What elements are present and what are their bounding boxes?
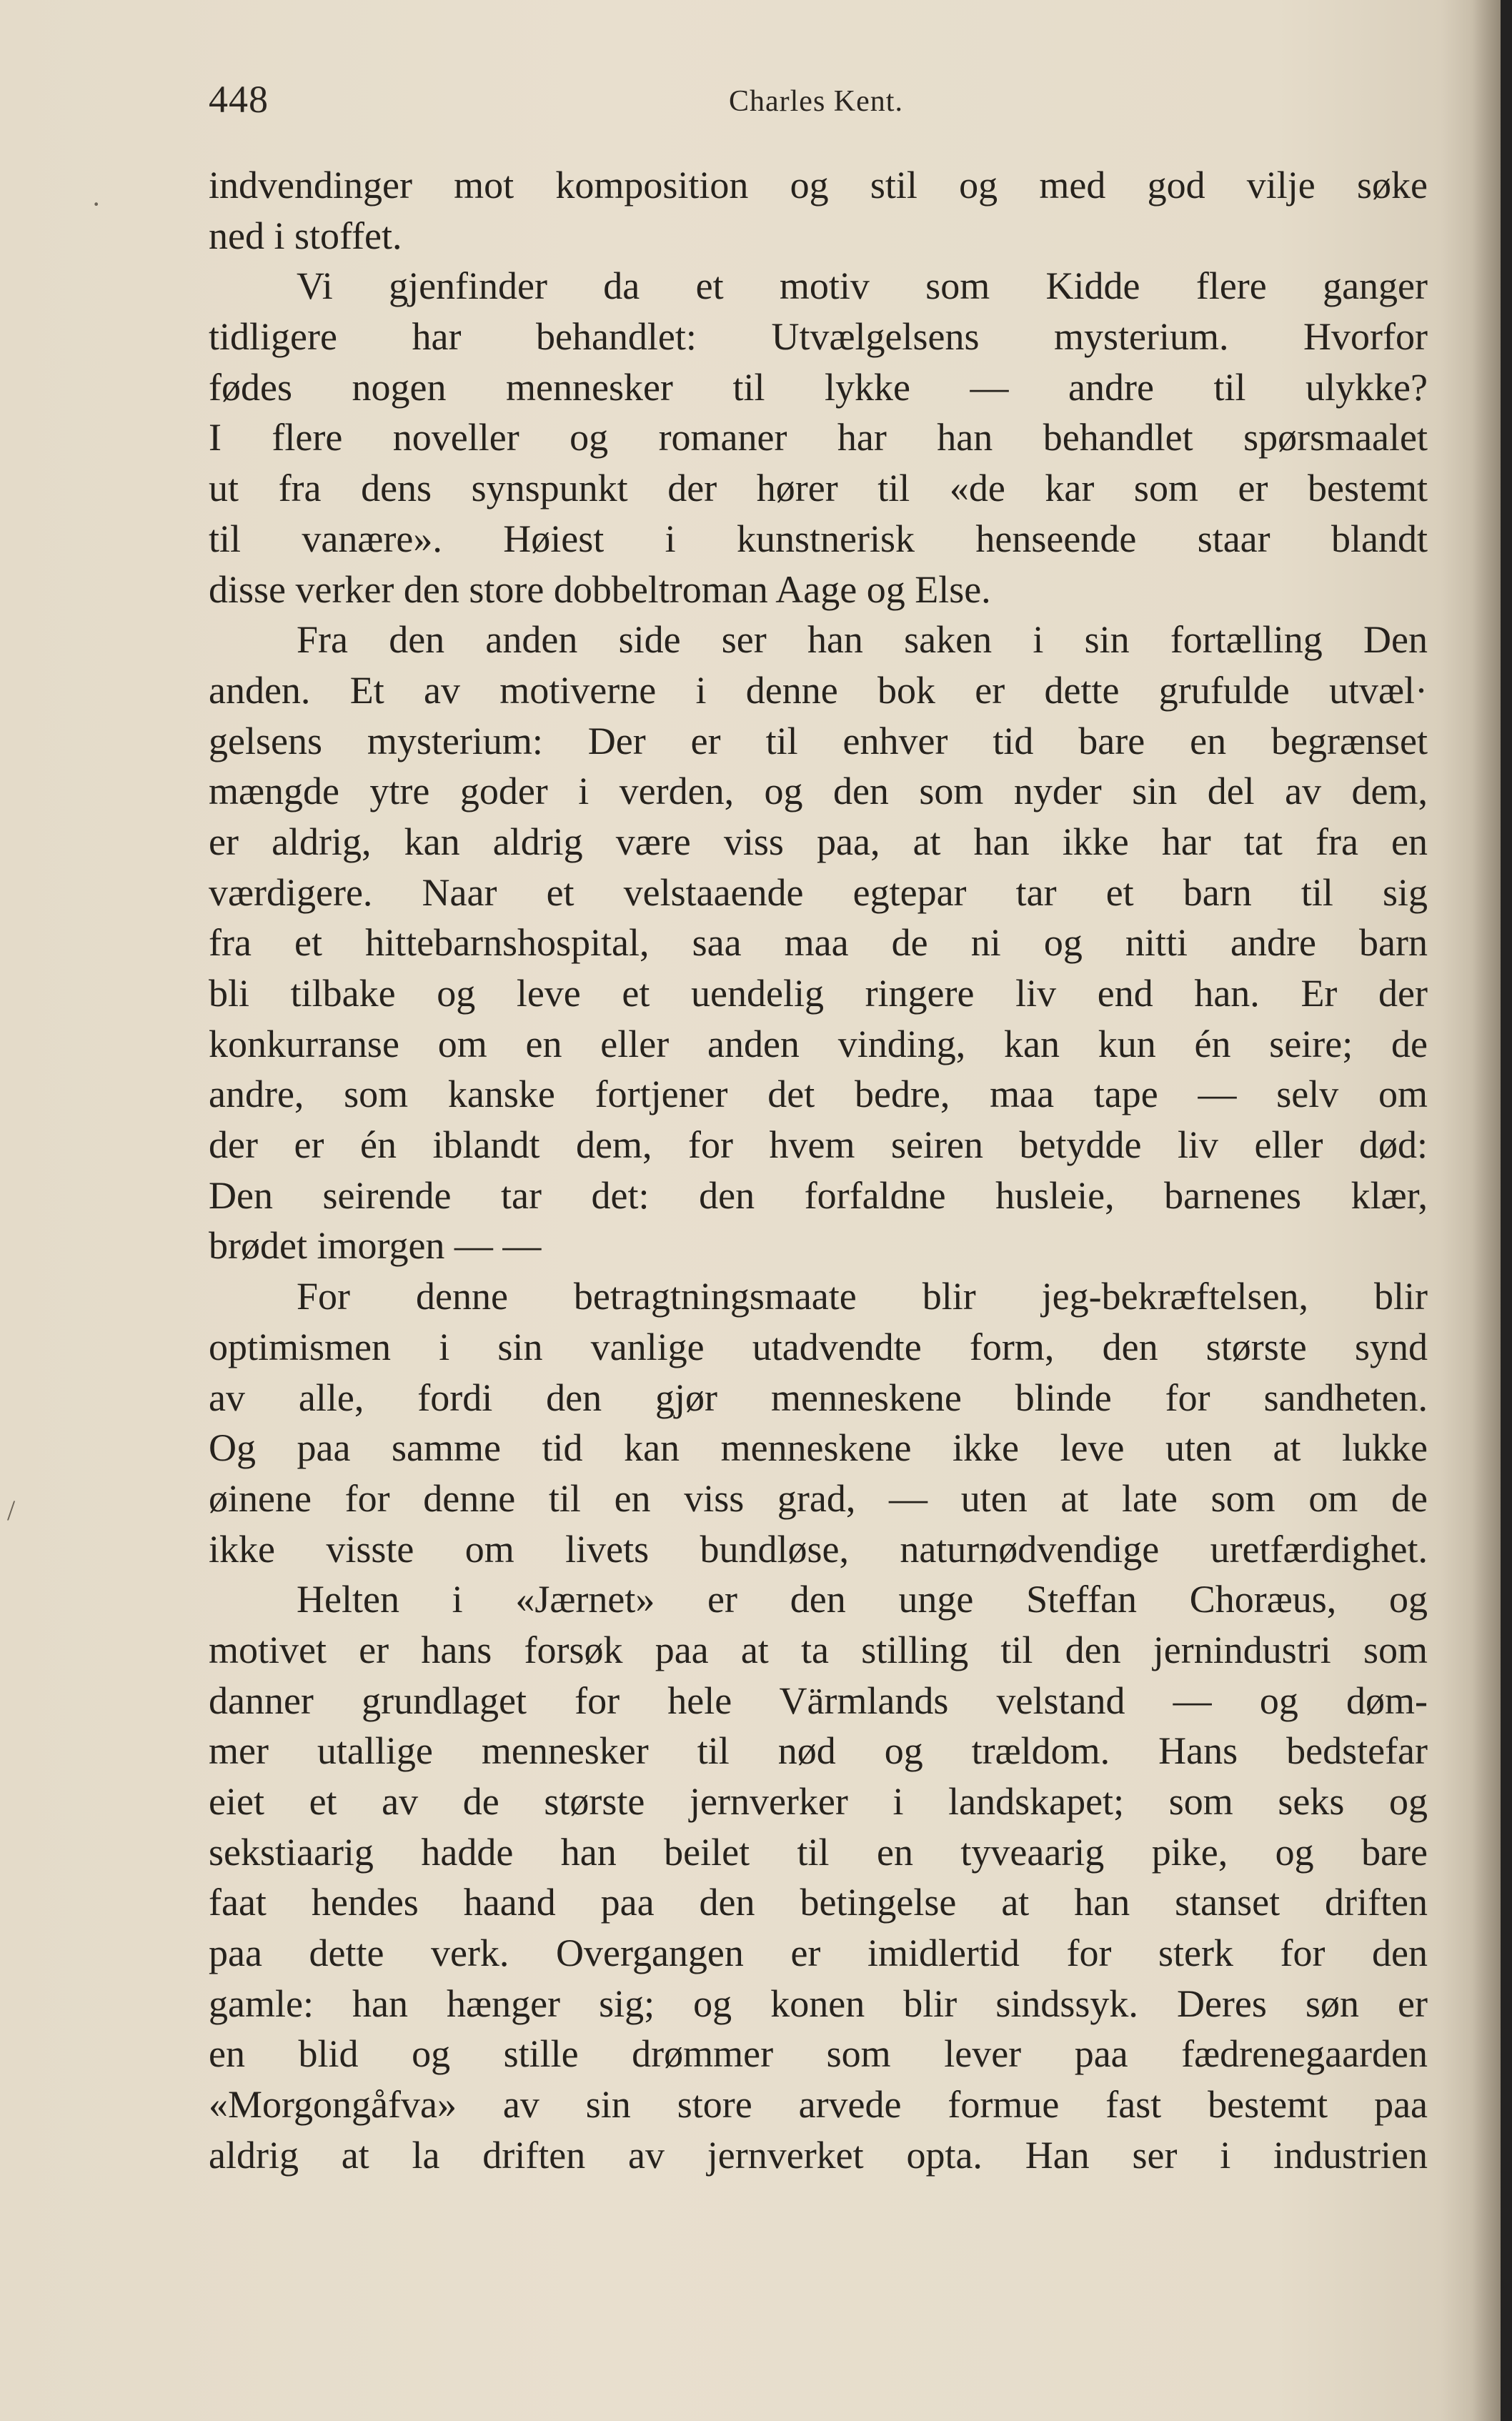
text-line: Den seirende tar det: den forfaldne husleie, barnenes klær, xyxy=(209,1173,1428,1217)
text-line: paa dette verk. Overgangen er imidlertid for sterk for den xyxy=(209,1932,1428,1975)
text-line: der er én iblandt dem, for hvem seiren betydde liv eller død: xyxy=(209,1123,1428,1167)
text-line: av alle, fordi den gjør menneskene blinde for sandheten. xyxy=(209,1376,1428,1419)
text-line: eiet et av de største jernverker i landskapet; som seks og xyxy=(209,1780,1428,1823)
text-line: andre, som kanske fortjener det bedre, maa tape — selv om xyxy=(209,1073,1428,1116)
text-line: indvendinger mot komposition og stil og med god vilje søke xyxy=(209,164,1428,207)
text-line: fra et hittebarnshospital, saa maa de ni og nitti andre barn xyxy=(209,921,1428,965)
margin-pencil-mark: / xyxy=(7,1494,16,1526)
text-line: brødet imorgen — — xyxy=(209,1224,542,1268)
text-line: disse verker den store dobbeltroman Aage og Else. xyxy=(209,567,991,611)
text-line: anden. Et av motiverne i denne bok er dette grufulde utvæl· xyxy=(209,668,1428,712)
text-line: danner grundlaget for hele Värmlands velstand — og døm- xyxy=(209,1679,1428,1722)
paragraph-start-line: For denne betragtningsmaate blir jeg-bekræftelsen, blir xyxy=(297,1275,1428,1318)
text-line: værdigere. Naar et velstaaende egtepar tar et barn til sig xyxy=(209,870,1428,914)
text-line: mængde ytre goder i verden, og den som nyder sin del av dem, xyxy=(209,770,1428,813)
text-line: mer utallige mennesker til nød og trældom. Hans bedstefar xyxy=(209,1729,1428,1773)
paragraph-start-line: Vi gjenfinder da et motiv som Kidde flere ganger xyxy=(297,264,1428,308)
paragraph-start-line: Helten i «Jærnet» er den unge Steffan Choræus, og xyxy=(297,1578,1428,1621)
text-line: Og paa samme tid kan menneskene ikke leve uten at lukke xyxy=(209,1426,1428,1470)
running-head: Charles Kent. xyxy=(729,85,903,118)
text-line: gamle: han hænger sig; og konen blir sindssyk. Deres søn er xyxy=(209,1982,1428,2025)
text-line: sekstiaarig hadde han beilet til en tyveaarig pike, og bare xyxy=(209,1830,1428,1874)
page-number: 448 xyxy=(209,78,269,121)
text-line: konkurranse om en eller anden vinding, kan kun én seire; de xyxy=(209,1022,1428,1065)
text-line: motivet er hans forsøk paa at ta stilling til den jernindustri som xyxy=(209,1628,1428,1671)
text-line: øinene for denne til en viss grad, — uten at late som om de xyxy=(209,1476,1428,1520)
text-line: tidligere har behandlet: Utvælgelsens mysterium. Hvorfor xyxy=(209,315,1428,359)
text-line: ned i stoffet. xyxy=(209,214,402,257)
page-header xyxy=(209,77,1428,127)
page-edge-shadow xyxy=(1472,0,1501,2421)
margin-speck: · xyxy=(91,188,101,220)
text-line: bli tilbake og leve et uendelig ringere liv end han. Er der xyxy=(209,972,1428,1015)
text-line: I flere noveller og romaner har han behandlet spørsmaalet xyxy=(209,416,1428,459)
body-text xyxy=(209,160,1428,2181)
text-line: ut fra dens synspunkt der hører til «de kar som er bestemt xyxy=(209,467,1428,510)
text-line: en blid og stille drømmer som lever paa fædrenegaarden xyxy=(209,2032,1428,2076)
paragraph-start-line: Fra den anden side ser han saken i sin fortælling Den xyxy=(297,618,1428,662)
text-line: «Morgongåfva» av sin store arvede formue fast bestemt paa xyxy=(209,2083,1428,2127)
text-line: gelsens mysterium: Der er til enhver tid bare en begrænset xyxy=(209,719,1428,762)
text-line: til vanære». Høiest i kunstnerisk henseende staar blandt xyxy=(209,517,1428,560)
text-line: aldrig at la driften av jernverket opta. Han ser i industrien xyxy=(209,2133,1428,2177)
text-line: faat hendes haand paa den betingelse at han stanset driften xyxy=(209,1881,1428,1924)
text-line: optimismen i sin vanlige utadvendte form, den største synd xyxy=(209,1325,1428,1368)
text-line: ikke visste om livets bundløse, naturnødvendige uretfærdighet. xyxy=(209,1527,1428,1571)
text-line: fødes nogen mennesker til lykke — andre til ulykke? xyxy=(209,365,1428,409)
text-line: er aldrig, kan aldrig være viss paa, at han ikke har tat fra en xyxy=(209,820,1428,863)
